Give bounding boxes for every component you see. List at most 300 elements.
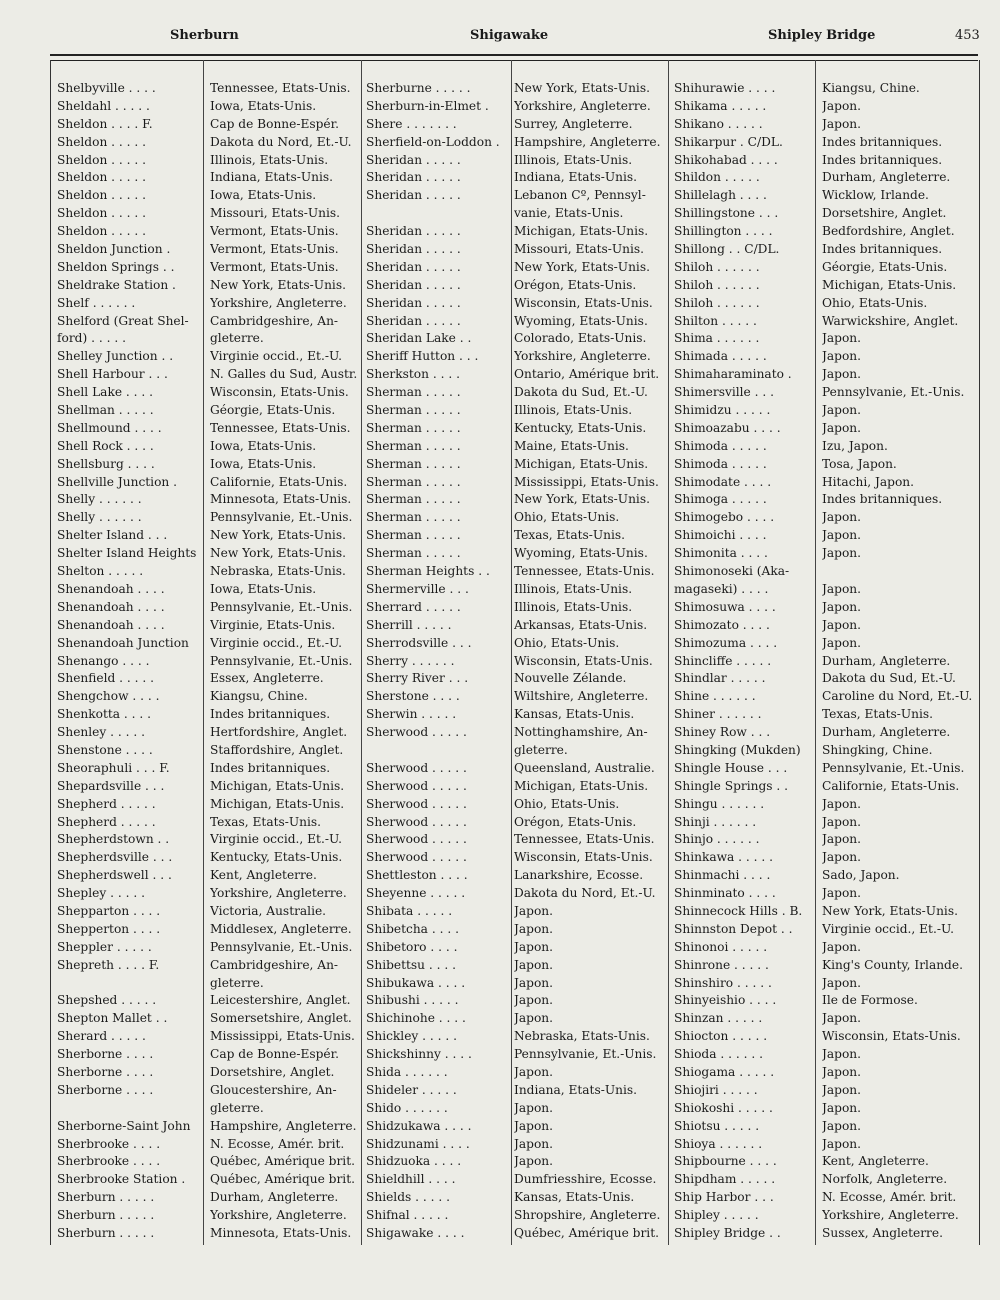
place-name: Sheldon . . . . . [57,134,147,149]
place-name: Shimoga . . . . . [674,492,767,507]
place-location: Wyoming, Etats-Unis. [514,313,648,328]
place-location: Indes britanniques. [210,760,331,775]
place-name: Shenandoah . . . . [57,599,165,614]
place-name: Shimonoseki (Aka- [674,564,790,579]
place-location: Indiana, Etats-Unis. [514,170,637,185]
place-location: Wicklow, Irlande. [822,188,929,203]
place-name: Sheridan Lake . . [366,331,472,346]
place-name: Sherburn . . . . . [57,1226,155,1240]
place-location: Pennsylvanie, Et.-Unis. [514,1047,657,1062]
place-name: Shido . . . . . . [366,1100,448,1115]
place-name: Shinnston Depot . . [674,921,793,936]
place-name: Shickley . . . . . [366,1029,458,1044]
place-name: Shellmound . . . . [57,420,162,435]
place-name: Shidzunami . . . . [366,1136,470,1151]
place-name: Shipbourne . . . . [674,1154,777,1169]
place-location: Japon. [514,1118,554,1133]
place-name: Sherwood . . . . . [366,850,467,865]
place-name: Sherborne . . . . [57,1047,154,1062]
place-location: Virginie, Etats-Unis. [210,617,336,632]
place-name: Sherman Heights . . [366,564,490,579]
place-name: Shelbyville . . . . [57,81,156,95]
place-name: Shenfield . . . . . [57,671,155,686]
place-name: Shiogama . . . . . [674,1064,775,1079]
place-location: Tennessee, Etats-Unis. [210,420,351,435]
place-location: Michigan, Etats-Unis. [514,778,649,793]
place-name: Sherbrooke . . . . [57,1136,161,1151]
place-location: Iowa, Etats-Unis. [210,581,317,596]
place-name: Shell Harbour . . . [57,367,168,382]
place-location: Virginie occid., Et.-U. [822,921,954,936]
header-first-entry: Sherburn [170,28,239,43]
place-name: Shinmachi . . . . [674,868,771,883]
place-name: Sherwood . . . . . [366,725,467,740]
place-location: Virginie occid., Et.-U. [210,832,342,847]
place-name: Sherwood . . . . . [366,832,467,847]
place-location: Dakota du Nord, Et.-U. [210,134,352,149]
place-name: Shelly . . . . . . [57,510,142,525]
place-name: Shida . . . . . . [366,1064,448,1079]
place-location: Dakota du Sud, Et.-U. [514,385,648,400]
place-name: Sherbrooke . . . . [57,1154,161,1169]
place-name: Shindlar . . . . . [674,671,766,686]
place-location: Texas, Etats-Unis. [822,707,934,722]
place-name: Shimozuma . . . . [674,635,778,650]
place-name: Shillong . . C/DL. [674,242,780,257]
place-location: Kent, Angleterre. [210,868,317,883]
place-location: Shropshire, Angleterre. [514,1208,661,1223]
place-name: Shepherdswell . . . [57,868,172,883]
place-name: Sherman . . . . . [366,528,461,543]
place-location: Japon. [822,599,862,614]
place-name: Shettleston . . . . [366,868,468,883]
place-location: Japon. [822,1100,862,1115]
place-name: Shiojiri . . . . . [674,1082,758,1097]
place-location: Japon. [514,921,554,936]
place-name: Shimosuwa . . . . [674,599,776,614]
place-location: Ohio, Etats-Unis. [514,796,620,811]
place-location: Virginie occid., Et.-U. [210,635,342,650]
place-location: Yorkshire, Angleterre. [210,886,347,901]
header-middle-entry: Shigawake [470,28,549,43]
place-location: Gloucestershire, An- [210,1082,337,1097]
place-name: Shibettsu . . . . [366,957,457,972]
place-location: gleterre. [210,975,264,990]
place-location: Iowa, Etats-Unis. [210,98,317,113]
place-location: Dakota du Sud, Et.-U. [822,671,956,686]
place-name: Shepley . . . . . [57,886,145,901]
place-name: Sheridan . . . . . [366,188,461,203]
place-location: Japon. [822,528,862,543]
place-name: Sherry . . . . . . [366,653,455,668]
place-name: Shibukawa . . . . [366,975,466,990]
place-location: Sado, Japon. [822,868,900,883]
place-name: Shimidzu . . . . . [674,403,771,418]
place-name: Shigawake . . . . [366,1226,465,1240]
place-name: Shinjo . . . . . . [674,832,760,847]
place-location: Japon. [822,98,862,113]
place-location: Kent, Angleterre. [822,1154,929,1169]
place-name: Shioya . . . . . . [674,1136,763,1151]
place-location: Kansas, Etats-Unis. [514,707,635,722]
place-location: Illinois, Etats-Unis. [514,152,633,167]
place-name: Shinkawa . . . . . [674,850,774,865]
place-location: Dakota du Nord, Et.-U. [514,886,656,901]
place-name: Shillelagh . . . . [674,188,767,203]
place-name: Shimoda . . . . . [674,456,767,471]
place-name: Sherburn-in-Elmet . [366,98,489,113]
place-location: Michigan, Etats-Unis. [514,456,649,471]
place-name: Shenandoah . . . . [57,581,165,596]
place-name: Sheldon . . . . . [57,206,147,221]
place-location: Mississippi, Etats-Unis. [514,474,659,489]
place-location: Japon. [822,886,862,901]
place-name: Sherman . . . . . [366,438,461,453]
place-location: Texas, Etats-Unis. [514,528,626,543]
place-name: Sherman . . . . . [366,546,461,561]
place-name: Shima . . . . . . [674,331,760,346]
place-name: Ship Harbor . . . [674,1190,774,1205]
place-name: Shimoazabu . . . . [674,420,781,435]
place-location: Dumfriesshire, Ecosse. [514,1172,657,1187]
place-location: Kansas, Etats-Unis. [514,1190,635,1205]
place-location: Québec, Amérique brit. [210,1172,355,1187]
place-name: Shelley Junction . . [57,349,174,364]
place-location: Michigan, Etats-Unis. [210,778,345,793]
place-name: Sheriff Hutton . . . [366,349,479,364]
place-name: Sheridan . . . . . [366,313,461,328]
place-location: Maine, Etats-Unis. [514,438,629,453]
place-location: Missouri, Etats-Unis. [514,242,645,257]
place-name: Sherborne . . . . [57,1082,154,1097]
place-name: Shields . . . . . [366,1190,451,1205]
place-name: Shickshinny . . . . [366,1047,472,1062]
place-location: Illinois, Etats-Unis. [514,599,633,614]
place-location: Kentucky, Etats-Unis. [210,850,343,865]
place-location: Japon. [514,993,554,1008]
header-rule [50,54,978,56]
place-location: Wisconsin, Etats-Unis. [210,385,349,400]
place-name: Shiokoshi . . . . . [674,1100,773,1115]
place-location: Japon. [822,1064,862,1079]
place-name: Shingking (Mukden) [674,742,801,757]
place-location: Japon. [514,903,554,918]
place-name: Shimogebo . . . . [674,510,775,525]
place-name: Shinji . . . . . . [674,814,757,829]
header-last-entry: Shipley Bridge [768,28,876,43]
place-location: Japon. [822,635,862,650]
place-location: Japon. [514,1100,554,1115]
place-location: Japon. [514,957,554,972]
place-name: Shinyeishio . . . . [674,993,777,1008]
place-location: Japon. [822,367,862,382]
place-name: Sheldon Springs . . [57,259,175,274]
place-location: New York, Etats-Unis. [514,81,650,95]
place-location: Pennsylvanie, Et.-Unis. [210,510,353,525]
place-name: Sherwin . . . . . [366,707,457,722]
place-name: Shiloh . . . . . . [674,277,760,292]
place-location: Durham, Angleterre. [822,653,951,668]
place-location: Iowa, Etats-Unis. [210,438,317,453]
place-name: Shiocton . . . . . [674,1029,768,1044]
place-location: Japon. [822,331,862,346]
place-location: Wisconsin, Etats-Unis. [514,295,653,310]
place-location: Japon. [514,1064,554,1079]
place-location: Japon. [822,403,862,418]
place-location: Japon. [822,420,862,435]
place-name: Shihurawie . . . . [674,81,776,95]
place-name: Shimonita . . . . [674,546,768,561]
place-location: Pennsylvanie, Et.-Unis. [210,653,353,668]
place-location: Caroline du Nord, Et.-U. [822,689,973,704]
place-location: Japon. [514,975,554,990]
place-location: Orégon, Etats-Unis. [514,814,637,829]
place-location: Yorkshire, Angleterre. [822,1208,959,1223]
place-name: Sherburne . . . . . [366,81,471,95]
place-name: Sherrard . . . . . [366,599,461,614]
place-name: Sherrodsville . . . [366,635,472,650]
place-location: Indes britanniques. [822,134,943,149]
place-location: Minnesota, Etats-Unis. [210,1226,352,1240]
place-location: Illinois, Etats-Unis. [210,152,329,167]
place-location: Essex, Angleterre. [210,671,324,686]
place-location: Californie, Etats-Unis. [210,474,348,489]
place-name: Shinzan . . . . . [674,1011,763,1026]
place-location: Pennsylvanie, Et.-Unis. [822,760,965,775]
place-name: Sherman . . . . . [366,403,461,418]
place-name: Shenango . . . . [57,653,150,668]
place-location: Yorkshire, Angleterre. [210,1208,347,1223]
place-name: Sherstone . . . . [366,689,460,704]
place-location: Wisconsin, Etats-Unis. [514,653,653,668]
running-header [0,28,1000,48]
place-name: Shinminato . . . . [674,886,776,901]
place-name: Sherburn . . . . . [57,1208,155,1223]
place-name: Sherfield-on-Loddon . [366,134,500,149]
place-name: Sheridan . . . . . [366,277,461,292]
place-location: Ohio, Etats-Unis. [822,295,928,310]
place-name: Shincliffe . . . . . [674,653,772,668]
place-location: Pennsylvanie, Et.-Unis. [210,939,353,954]
place-location: Bedfordshire, Anglet. [822,224,955,239]
place-location: Izu, Japon. [822,438,888,453]
place-location: Japon. [822,1118,862,1133]
place-location: gleterre. [210,331,264,346]
place-location: Mississippi, Etats-Unis. [210,1029,355,1044]
place-location: Yorkshire, Angleterre. [210,295,347,310]
place-location: Géorgie, Etats-Unis. [210,403,336,418]
place-name: Shepreth . . . . F. [57,957,160,972]
place-name: Shidzuoka . . . . [366,1154,462,1169]
place-location: Pennsylvanie, Et.-Unis. [210,599,353,614]
place-name: Shibetoro . . . . [366,939,458,954]
place-location: Indes britanniques. [822,242,943,257]
place-location: Cambridgeshire, An- [210,957,339,972]
place-location: Ohio, Etats-Unis. [514,510,620,525]
place-name: Shepperton . . . . [57,921,161,936]
place-location: gleterre. [210,1100,264,1115]
place-location: Queensland, Australie. [514,760,655,775]
place-location: Wyoming, Etats-Unis. [514,546,648,561]
place-name: Shipley Bridge . . [674,1226,781,1240]
place-name: Sheldon . . . . . [57,224,147,239]
place-name: Shidzukawa . . . . [366,1118,472,1133]
place-name: Shelter Island Heights [57,546,197,561]
place-name: Sherman . . . . . [366,510,461,525]
place-location: Lebanon Cº, Pennsyl- [514,188,646,203]
place-name: Shenandoah Junction [57,635,189,650]
place-name: Sheldon . . . . . [57,152,147,167]
place-name: Sheldon . . . . . [57,188,147,203]
place-location: Tosa, Japon. [822,456,897,471]
place-location: Illinois, Etats-Unis. [514,581,633,596]
place-location: Japon. [822,1047,862,1062]
place-location: Durham, Angleterre. [210,1190,339,1205]
place-name: Sherry River . . . [366,671,469,686]
place-name: Sheridan . . . . . [366,259,461,274]
place-location: Japon. [514,1136,554,1151]
place-name: Sheldon Junction . [57,242,171,257]
place-name: Shingu . . . . . . [674,796,765,811]
place-name: Shibetcha . . . . [366,921,459,936]
place-name: Sheppler . . . . . [57,939,152,954]
place-name: Shenkotta . . . . [57,707,152,722]
place-location: Indiana, Etats-Unis. [210,170,333,185]
place-name: Shibata . . . . . [366,903,453,918]
place-location: Tennessee, Etats-Unis. [210,81,351,95]
place-location: Orégon, Etats-Unis. [514,277,637,292]
place-name: Shiloh . . . . . . [674,295,760,310]
place-name: Shepshed . . . . . [57,993,157,1008]
place-name: Shilton . . . . . [674,313,757,328]
place-location: Shingking, Chine. [822,742,933,757]
place-name: Shenandoah . . . . [57,617,165,632]
place-location: Somersetshire, Anglet. [210,1011,352,1026]
place-name: Sheldahl . . . . . [57,98,150,113]
place-location: Michigan, Etats-Unis. [210,796,345,811]
place-location: New York, Etats-Unis. [822,903,958,918]
place-name: Shell Lake . . . . [57,385,154,400]
place-location: N. Galles du Sud, Austr. [210,367,358,382]
place-name: Shelton . . . . . [57,564,144,579]
place-location: Wisconsin, Etats-Unis. [514,850,653,865]
place-name: Shinrone . . . . . [674,957,769,972]
place-location: Japon. [822,1082,862,1097]
place-name: Shingle House . . . [674,760,788,775]
place-location: Indiana, Etats-Unis. [514,1082,637,1097]
place-name: Sherburn . . . . . [57,1190,155,1205]
place-name: Sheridan . . . . . [366,152,461,167]
place-location: Cap de Bonne-Espér. [210,1047,340,1062]
place-location: Illinois, Etats-Unis. [514,403,633,418]
place-name: Sherbrooke Station . [57,1172,186,1187]
place-location: Japon. [822,116,862,131]
place-name: Sherman . . . . . [366,456,461,471]
place-location: Dorsetshire, Anglet. [210,1064,335,1079]
place-location: Minnesota, Etats-Unis. [210,492,352,507]
place-location: New York, Etats-Unis. [210,546,346,561]
place-location: New York, Etats-Unis. [210,277,346,292]
place-name: Shimoichi . . . . [674,528,767,543]
place-location: Arkansas, Etats-Unis. [514,617,648,632]
place-name: Shellsburg . . . . [57,456,155,471]
place-location: Staffordshire, Anglet. [210,742,344,757]
place-name: Shiloh . . . . . . [674,259,760,274]
place-location: Japon. [822,1011,862,1026]
place-location: Japon. [822,975,862,990]
place-location: Durham, Angleterre. [822,725,951,740]
place-location: Japon. [822,510,862,525]
place-location: Japon. [822,796,862,811]
place-name: Shepherdstown . . [57,832,170,847]
place-location: Japon. [514,1011,554,1026]
place-location: vanie, Etats-Unis. [514,206,624,221]
place-name: Shimersville . . . [674,385,774,400]
place-location: N. Ecosse, Amér. brit. [822,1190,957,1205]
place-name: Sherwood . . . . . [366,760,467,775]
place-name: Sherard . . . . . [57,1029,146,1044]
place-name: Shepardsville . . . [57,778,165,793]
place-name: Sherman . . . . . [366,385,461,400]
place-name: Sherman . . . . . [366,492,461,507]
place-location: gleterre. [514,742,568,757]
place-name: Sheridan . . . . . [366,170,461,185]
place-name: Shimaharaminato . [674,367,792,382]
place-location: Québec, Amérique brit. [210,1154,355,1169]
place-location: Nebraska, Etats-Unis. [514,1029,650,1044]
place-name: Shenstone . . . . [57,742,153,757]
place-name: Shieldhill . . . . [366,1172,456,1187]
place-location: Japon. [822,1136,862,1151]
place-location: Middlesex, Angleterre. [210,921,352,936]
place-location: Indes britanniques. [822,492,943,507]
place-name: Sheldon . . . . F. [57,116,153,131]
place-name: Sherborne-Saint John [57,1118,191,1133]
place-location: Surrey, Angleterre. [514,116,633,131]
place-location: Japon. [514,1154,554,1169]
place-name: Shipdham . . . . . [674,1172,776,1187]
place-name: Shingle Springs . . [674,778,789,793]
place-name: Shine . . . . . . [674,689,756,704]
place-location: Japon. [822,546,862,561]
place-location: Michigan, Etats-Unis. [822,277,957,292]
place-location: Virginie occid., Et.-U. [210,349,342,364]
place-location: Sussex, Angleterre. [822,1226,943,1240]
place-location: Durham, Angleterre. [822,170,951,185]
place-location: New York, Etats-Unis. [514,259,650,274]
place-location: Vermont, Etats-Unis. [210,242,339,257]
place-name: Shepherdsville . . . [57,850,173,865]
place-name: Shifnal . . . . . [366,1208,449,1223]
place-location: Cap de Bonne-Espér. [210,116,340,131]
place-location: Japon. [822,814,862,829]
place-name: Shioda . . . . . . [674,1047,763,1062]
place-location: Québec, Amérique brit. [514,1226,659,1240]
place-location: Nebraska, Etats-Unis. [210,564,346,579]
place-name: Shere . . . . . . . [366,116,457,131]
place-location: Kentucky, Etats-Unis. [514,420,647,435]
place-name: Shelter Island . . . [57,528,168,543]
place-name: Shildon . . . . . [674,170,760,185]
place-name: Shelford (Great Shel- [57,313,189,328]
page-number: 453 [955,28,980,43]
place-name: Sheridan . . . . . [366,224,461,239]
place-location: Yorkshire, Angleterre. [514,349,651,364]
place-location: Ohio, Etats-Unis. [514,635,620,650]
place-name: Sherman . . . . . [366,420,461,435]
place-location: Leicestershire, Anglet. [210,993,351,1008]
place-location: Géorgie, Etats-Unis. [822,259,948,274]
